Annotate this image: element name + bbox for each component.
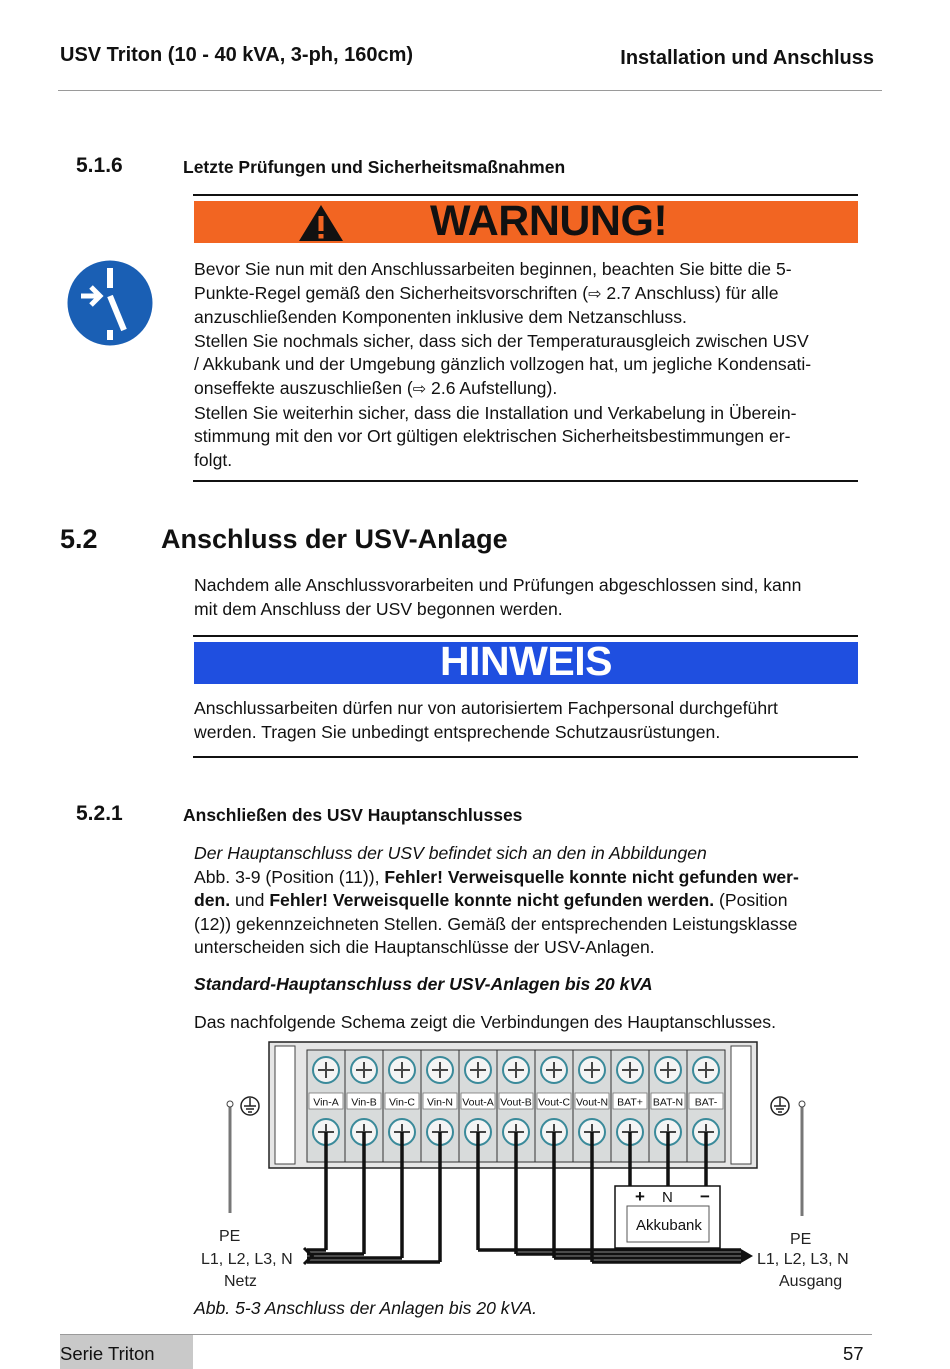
terminal-label: Vin-B [351, 1096, 377, 1109]
section-number-516: 5.1.6 [76, 154, 123, 177]
body-line: (12)) gekennzeichneten Stellen. Gemäß der entsprechenden Leistungsklasse [194, 913, 798, 934]
warning-line: onseffekte auszuschließen ( [194, 377, 413, 398]
footer-series: Serie Triton [60, 1343, 155, 1364]
terminal-label: Vout-B [500, 1096, 532, 1109]
body-line: Der Hauptanschluss der USV befindet sich an den in Abbildungen [194, 843, 707, 863]
warning-line: folgt. [194, 449, 233, 470]
warning-triangle-icon [298, 204, 344, 242]
section-number-52: 5.2 [60, 524, 98, 554]
terminal-label: Vout-C [537, 1096, 571, 1109]
terminal-label: Vin-C [388, 1096, 416, 1109]
figure-caption: Abb. 5-3 Anschluss der Anlagen bis 20 kVA. [194, 1298, 537, 1318]
terminal-label: BAT- [694, 1096, 718, 1109]
reference-arrow-icon: ⇨ [588, 285, 602, 303]
header-title: USV Triton (10 - 40 kVA, 3-ph, 160cm) [60, 44, 414, 66]
note-title: HINWEIS [440, 638, 612, 684]
warning-line: 2.7 Anschluss) für alle [601, 282, 779, 303]
reference-arrow-icon: ⇨ [412, 380, 427, 398]
error-reference: den. [194, 890, 231, 911]
note-body [194, 697, 866, 744]
warning-bottom-rule [193, 480, 858, 482]
intro-line: mit dem Anschluss der USV begonnen werden. [194, 598, 563, 619]
section-title-521: Anschließen des USV Hauptanschlusses [183, 805, 523, 825]
note-bottom-rule [193, 756, 858, 758]
warning-line: Bevor Sie nun mit den Anschlussarbeiten beginnen, beachten Sie bitte die 5- [194, 259, 792, 279]
body-line: (Position [714, 890, 788, 911]
warning-line: anzuschließenden Komponenten inklusive dem Netzanschluss. [194, 307, 687, 328]
terminal-label: BAT+ [617, 1096, 643, 1109]
body-line: und [230, 890, 270, 911]
output-arrow-icon [741, 1249, 753, 1263]
warning-line: stimmung mit den vor Ort gültigen elektrischen Sicherheitsbestimmungen er- [194, 426, 791, 447]
earth-symbol-right [771, 1097, 789, 1115]
body-line: Abb. 3-9 (Position (11)), [194, 866, 385, 887]
section-title-52: Anschluss der USV-Anlage [161, 524, 508, 554]
note-top-rule [193, 635, 858, 637]
warning-title: WARNUNG! [430, 197, 668, 245]
right-phases-label: L1, L2, L3, N [757, 1251, 849, 1268]
left-pe-label: PE [219, 1228, 241, 1245]
end-cap-left [275, 1046, 295, 1164]
warning-line: Punkte-Regel gemäß den Sicherheitsvorschriften ( [194, 282, 589, 303]
body-line: unterscheiden sich die Hauptanschlüsse der USV-Anlagen. [194, 937, 655, 958]
terminal-label: Vin-N [426, 1096, 454, 1109]
subheading: Standard-Hauptanschluss der USV-Anlagen bis 20 kVA [194, 974, 653, 994]
schema-intro: Das nachfolgende Schema zeigt die Verbindungen des Hauptanschlusses. [194, 1012, 776, 1032]
section-521-body [194, 842, 866, 960]
section-title-516: Letzte Prüfungen und Sicherheitsmaßnahmen [183, 157, 566, 177]
warning-body [194, 258, 866, 472]
error-reference: Fehler! Verweisquelle konnte nicht gefunden werden. [269, 890, 715, 911]
battery-label: Akkubank [636, 1217, 702, 1234]
terminal-label: Vin-A [313, 1096, 339, 1109]
warning-top-rule [193, 194, 858, 196]
note-line: werden. Tragen Sie unbedingt entsprechende Schutzausrüstungen. [194, 721, 721, 742]
header-chapter: Installation und Anschluss [620, 47, 874, 69]
terminal-label: Vout-A [462, 1096, 494, 1109]
section-52-intro [194, 574, 866, 621]
right-pe-label: PE [790, 1231, 812, 1248]
battery-plus: + [635, 1187, 645, 1206]
error-reference: Fehler! Verweisquelle konnte nicht gefunden wer- [384, 866, 799, 887]
battery-minus: − [700, 1187, 710, 1206]
warning-line: 2.6 Aufstellung). [426, 377, 558, 398]
terminal-label: Vout-N [575, 1096, 609, 1109]
intro-line: Nachdem alle Anschlussvorarbeiten und Prüfungen abgeschlossen sind, kann [194, 575, 802, 595]
end-cap-right [731, 1046, 751, 1164]
warning-line: / Akkubank und der Umgebung gänzlich vollzogen hat, um jegliche Kondensati- [194, 354, 812, 375]
terminal-label: BAT-N [652, 1096, 684, 1109]
section-number-521: 5.2.1 [76, 802, 123, 825]
page-number: 57 [843, 1343, 864, 1364]
battery-n: N [662, 1189, 673, 1206]
note-line: Anschlussarbeiten dürfen nur von autorisiertem Fachpersonal durchgeführt [194, 698, 778, 718]
warning-line: Stellen Sie nochmals sicher, dass sich der Temperaturausgleich zwischen USV [194, 330, 809, 351]
earth-symbol-left [241, 1097, 259, 1115]
wiring-diagram [195, 1038, 865, 1298]
header-divider [58, 90, 882, 91]
disconnect-before-work-icon [63, 256, 157, 350]
left-phases-label: L1, L2, L3, N [201, 1251, 293, 1268]
right-name-label: Ausgang [779, 1273, 843, 1290]
warning-line: Stellen Sie weiterhin sicher, dass die Installation und Verkabelung in Überein- [194, 402, 797, 423]
left-name-label: Netz [224, 1273, 257, 1290]
